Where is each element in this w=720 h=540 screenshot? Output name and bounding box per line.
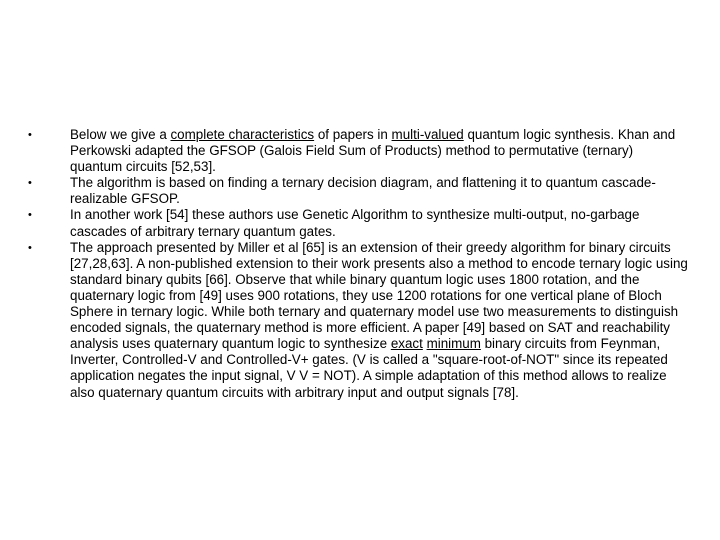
bullet-text	[70, 207, 639, 238]
bullet-text	[70, 175, 656, 206]
text-segment: Below we give a	[70, 127, 171, 142]
text-segment: quantum logic synthesis. Khan and Perkowski adapted the GFSOP (Galois Field Sum of Products) method to permutative (ternary) quantum circuits [52,53].	[70, 127, 676, 175]
text-segment: binary circuits from Feynman, Inverter, Controlled-V and Controlled-V+ gates. (V is called a "square-root-of-NOT" since its repeated application negates the input signal, V V = NOT). A simple adaptation of this method allows to realize also quaternary quantum circuits with arbitrary input and output signals [78].	[70, 336, 668, 400]
bullet-marker: •	[28, 129, 32, 141]
text-segment: The approach presented by Miller et al [65] is an extension of their greedy algorithm for binary circuits [27,28,63]. A non-published extension to their work presents also a method to encode ternary logic using standard binary qubits [66]. Observe that while binary quantum logic uses 1800 rotation, and the quaternary logic from [49] uses 900 rotations, they use 1200 rotations for one vertical plane of Bloch Sphere in ternary logic. While both ternary and quaternary model use two measurements to distinguish encoded signals, the quaternary method is more efficient. A paper [49] based on SAT and reachability analysis uses quaternary quantum logic to synthesize	[70, 239, 688, 352]
bullet-text	[70, 127, 675, 174]
bullet-item	[28, 175, 688, 207]
bullet-text	[70, 240, 688, 400]
bullet-item	[28, 207, 688, 239]
bullet-marker: •	[28, 177, 32, 190]
bullet-item	[28, 240, 688, 401]
text-segment: In another work [54] these authors use Genetic Algorithm to synthesize multi-output, no-garbage cascades of arbitrary ternary quantum gates.	[70, 207, 640, 239]
underlined-term: complete characteristics	[170, 127, 315, 142]
text-segment: of papers in	[314, 127, 392, 142]
underlined-term: minimum	[426, 336, 481, 352]
bullet-list	[28, 127, 688, 401]
bullet-item	[28, 127, 688, 175]
underlined-term: exact	[390, 336, 423, 352]
underlined-term: multi-valued	[391, 127, 464, 142]
bullet-marker: •	[28, 209, 32, 222]
text-segment: The algorithm is based on finding a ternary decision diagram, and flattening it to quantum cascade-realizable GFSOP.	[70, 175, 656, 207]
bullet-marker: •	[28, 241, 32, 254]
